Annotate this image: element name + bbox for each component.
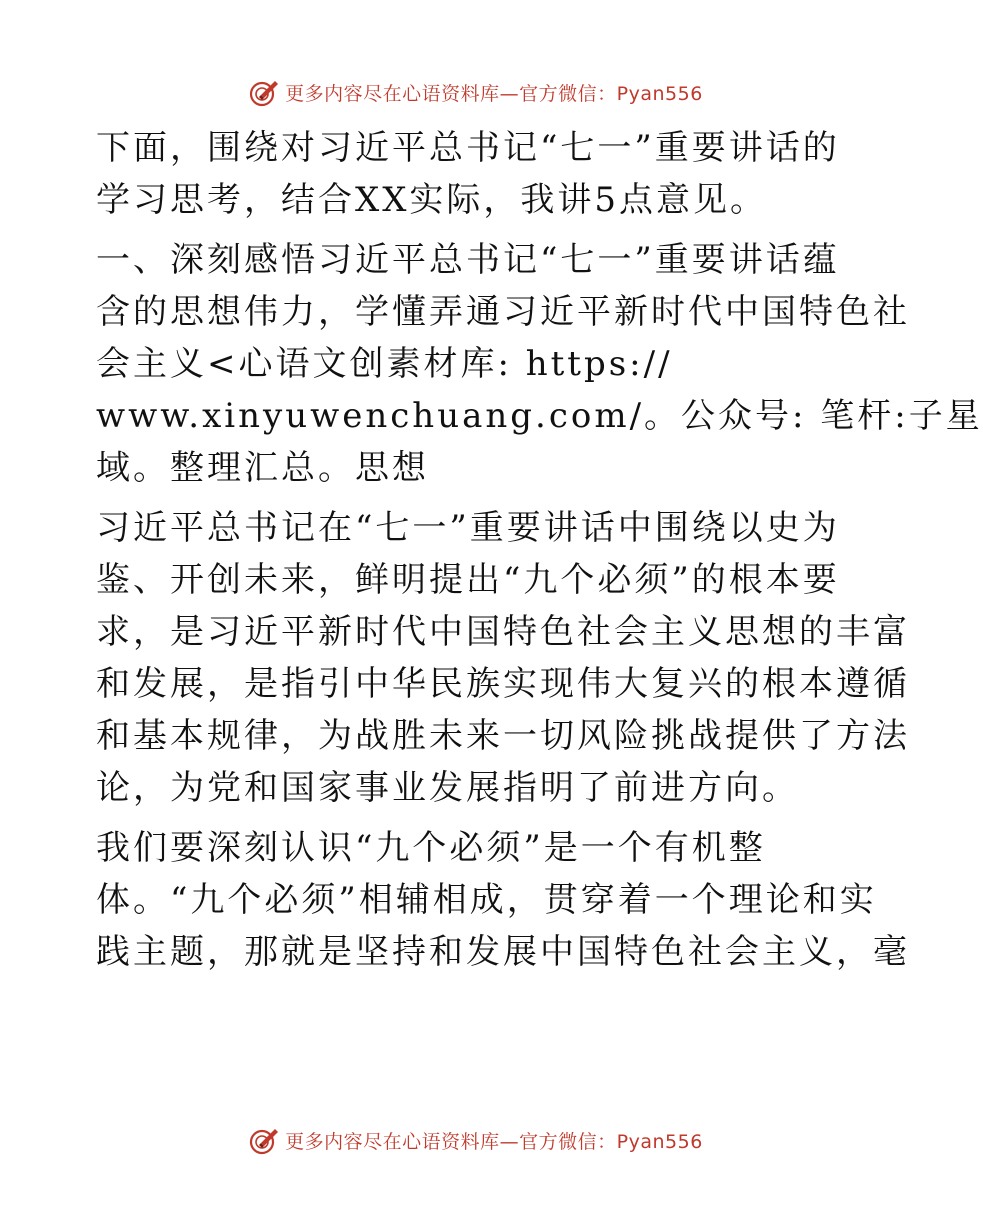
pen-nib-logo-icon [247, 1123, 281, 1157]
footer-banner [0, 1120, 950, 1160]
text-line: 求，是习近平新时代中国特色社会主义思想的丰富 [96, 612, 910, 652]
header-banner-text: 更多内容尽在心语资料库—官方微信：Pyan556 [285, 82, 703, 105]
header-banner [0, 72, 950, 112]
text-line: 和基本规律，为战胜未来一切风险挑战提供了方法 [96, 716, 910, 756]
text-line: 我们要深刻认识“九个必须”是一个有机整 [96, 828, 766, 868]
pen-nib-logo-icon [247, 75, 281, 109]
text-line: 一、深刻感悟习近平总书记“七一”重要讲话蕴 [96, 240, 840, 280]
paragraph-organic-whole [96, 822, 910, 978]
paragraph-section-one-heading [96, 234, 983, 494]
text-line: 学习思考，结合XX实际，我讲5点意见。 [96, 180, 768, 220]
text-line: 论，为党和国家事业发展指明了前进方向。 [96, 768, 799, 808]
text-line: 体。“九个必须”相辅相成，贯穿着一个理论和实 [96, 880, 877, 920]
text-line: 域。整理汇总。思想 [96, 448, 429, 488]
text-line: 含的思想伟力，学懂弄通习近平新时代中国特色社 [96, 292, 910, 332]
text-line: 和发展，是指引中华民族实现伟大复兴的根本遵循 [96, 664, 910, 704]
text-line: www.xinyuwenchuang.com/。公众号: 笔杆:子星 [96, 396, 983, 436]
paragraph-nine-musts [96, 502, 910, 814]
document-body [96, 122, 983, 986]
text-line: 践主题，那就是坚持和发展中国特色社会主义，毫 [96, 932, 910, 972]
footer-banner-text: 更多内容尽在心语资料库—官方微信：Pyan556 [285, 1130, 703, 1153]
text-line: 下面，围绕对习近平总书记“七一”重要讲话的 [96, 128, 840, 168]
text-line: 会主义<心语文创素材库: https:// [96, 344, 673, 384]
paragraph-intro [96, 122, 856, 226]
text-line: 鉴、开创未来，鲜明提出“九个必须”的根本要 [96, 560, 840, 600]
text-line: 习近平总书记在“七一”重要讲话中围绕以史为 [96, 508, 840, 548]
